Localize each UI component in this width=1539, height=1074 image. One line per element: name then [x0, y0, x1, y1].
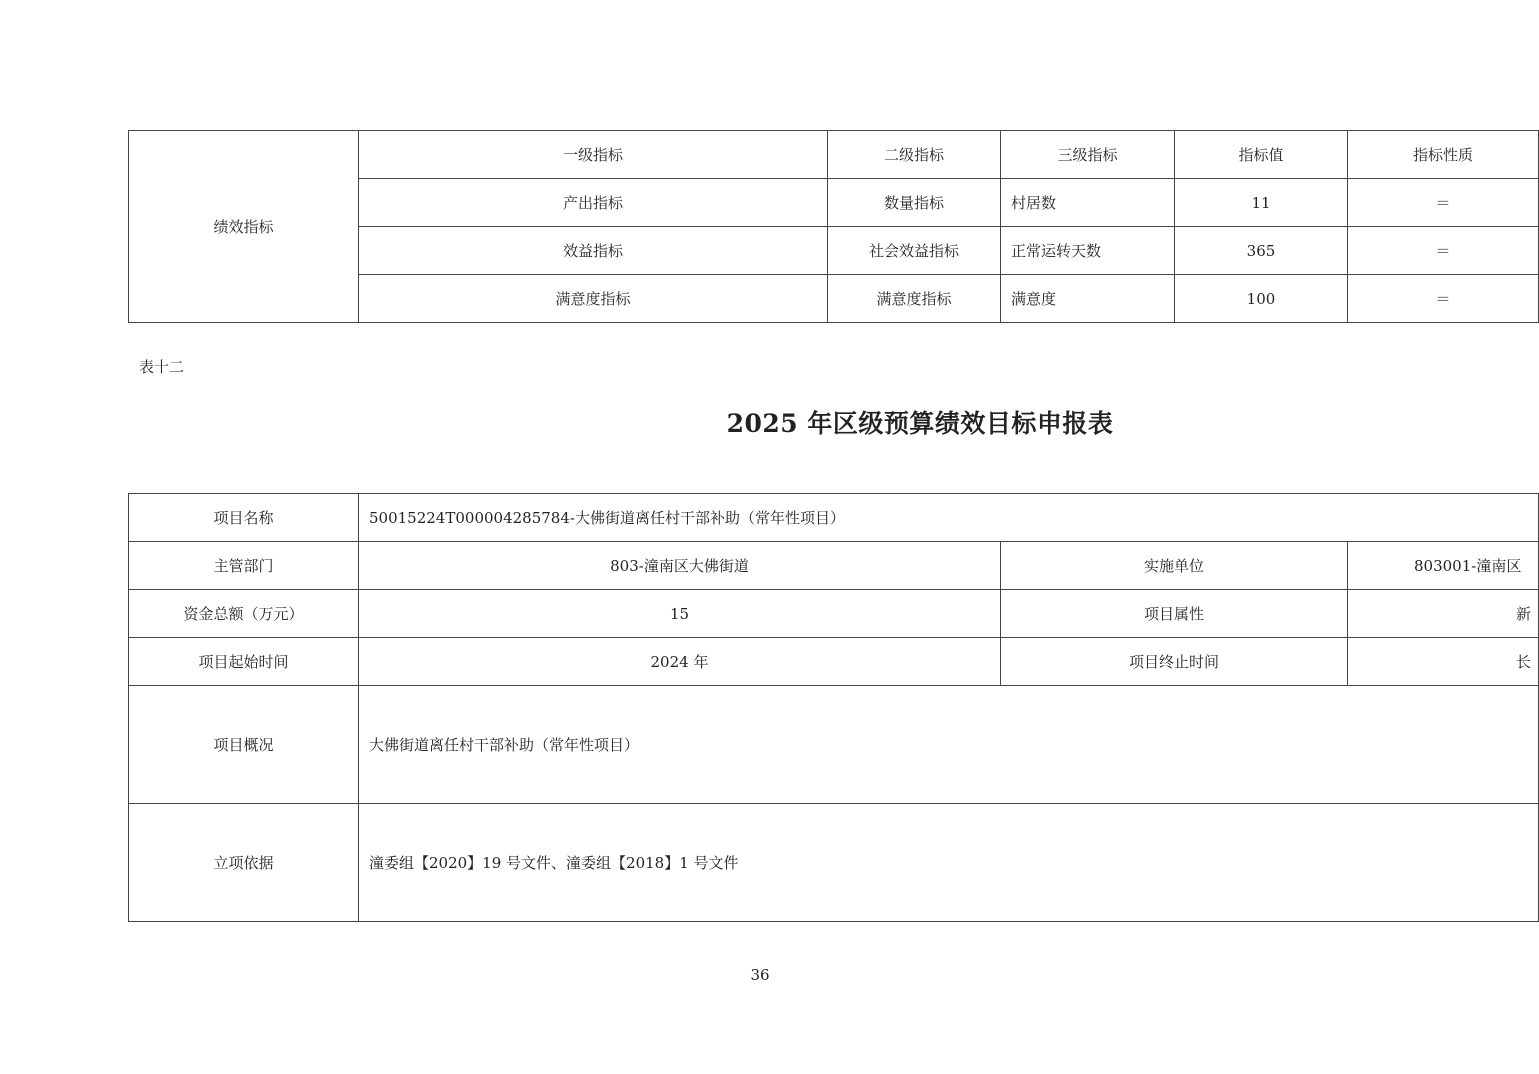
overview-value: 大佛街道离任村干部补助（常年性项目）	[359, 686, 1539, 804]
table-row	[129, 638, 1539, 686]
header-nature: 指标性质	[1348, 131, 1539, 179]
cell-level3: 满意度	[1001, 275, 1175, 323]
project-name-label: 项目名称	[129, 494, 359, 542]
table-row	[129, 494, 1539, 542]
table-row	[129, 686, 1539, 804]
basis-label: 立项依据	[129, 804, 359, 922]
page-title: 2025 年区级预算绩效目标申报表	[726, 409, 1114, 438]
basis-value: 潼委组【2020】19 号文件、潼委组【2018】1 号文件	[359, 804, 1539, 922]
header-level1: 一级指标	[359, 131, 828, 179]
cell-level3: 村居数	[1001, 179, 1175, 227]
table-number-label: 表十二	[139, 358, 185, 376]
header-level2: 二级指标	[828, 131, 1001, 179]
end-label: 项目终止时间	[1001, 638, 1348, 686]
cell-nature: ＝	[1348, 227, 1539, 275]
perf-row-label: 绩效指标	[129, 131, 359, 323]
cell-level3: 正常运转天数	[1001, 227, 1175, 275]
cell-nature: ＝	[1348, 179, 1539, 227]
funds-label: 资金总额（万元）	[129, 590, 359, 638]
dept-value: 803-潼南区大佛街道	[359, 542, 1001, 590]
cell-value: 100	[1175, 275, 1348, 323]
attr-value: 新	[1348, 590, 1539, 638]
dept-label: 主管部门	[129, 542, 359, 590]
table-row	[129, 804, 1539, 922]
start-label: 项目起始时间	[129, 638, 359, 686]
table-header-row	[129, 131, 1539, 179]
page-number: 36	[750, 966, 770, 984]
end-value: 长	[1348, 638, 1539, 686]
cell-level2: 社会效益指标	[828, 227, 1001, 275]
overview-label: 项目概况	[129, 686, 359, 804]
header-level3: 三级指标	[1001, 131, 1175, 179]
cell-level1: 产出指标	[359, 179, 828, 227]
impl-label: 实施单位	[1001, 542, 1348, 590]
project-name-value: 50015224T000004285784-大佛街道离任村干部补助（常年性项目）	[359, 494, 1539, 542]
cell-value: 365	[1175, 227, 1348, 275]
funds-value: 15	[359, 590, 1001, 638]
cell-value: 11	[1175, 179, 1348, 227]
table-row	[129, 542, 1539, 590]
start-value: 2024 年	[359, 638, 1001, 686]
performance-indicator-table	[128, 130, 1539, 323]
cell-nature: ＝	[1348, 275, 1539, 323]
cell-level2: 满意度指标	[828, 275, 1001, 323]
cell-level1: 满意度指标	[359, 275, 828, 323]
project-info-table	[128, 493, 1539, 922]
attr-label: 项目属性	[1001, 590, 1348, 638]
cell-level2: 数量指标	[828, 179, 1001, 227]
header-value: 指标值	[1175, 131, 1348, 179]
cell-level1: 效益指标	[359, 227, 828, 275]
table-row	[129, 590, 1539, 638]
impl-value: 803001-潼南区	[1348, 542, 1539, 590]
